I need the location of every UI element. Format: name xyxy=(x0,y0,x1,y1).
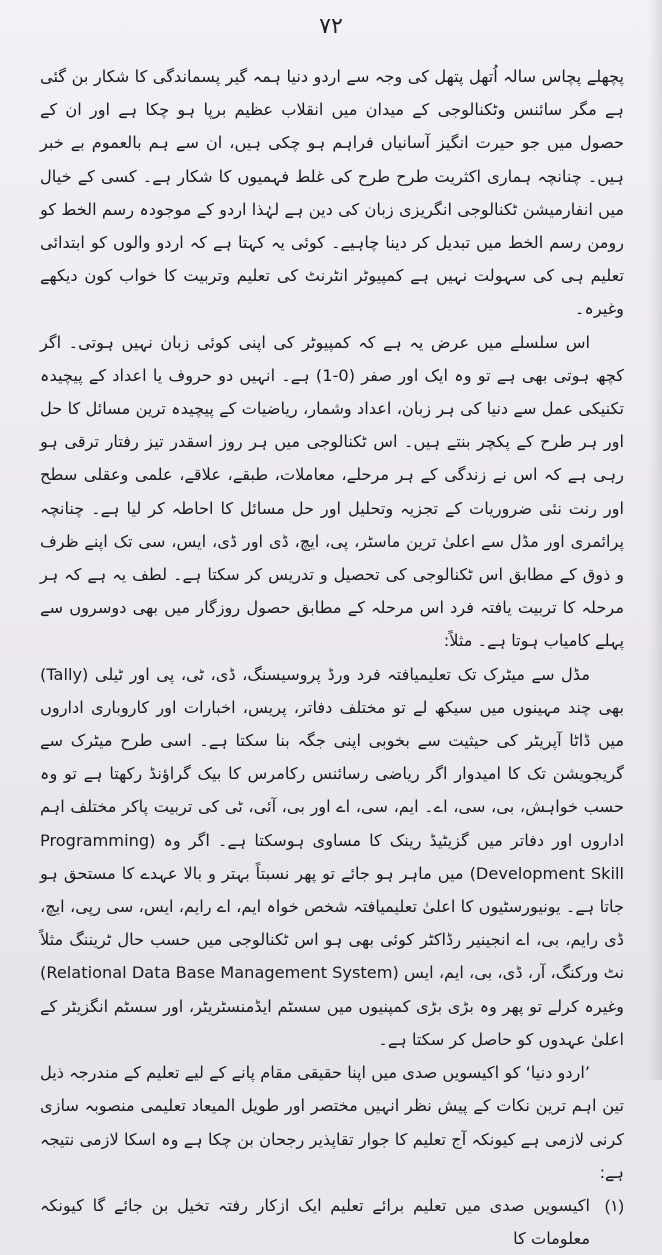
paragraph-2: اس سلسلے میں عرض یہ ہے کہ کمپیوٹر کی اپنی کوئی زبان نہیں ہوتی۔ اگر کچھ ہوتی بھی ہے تو وہ ایک اور صفر (0-1) ہے۔ انہیں دو حروف یا اعداد کے پیچیدہ تکنیکی عمل سے دنیا کی ہر زبان، اعداد وشمار، ریاضیات کے پیچیدہ ترین مسائل کا حل اور ہر طرح کے پکچر بنتے ہیں۔ اس ٹکنالوجی میں ہر روز اسقدر تیز رفتار ترقی ہو رہی ہے کہ اس نے زندگی کے ہر مرحلے، معاملات، طبقے، علاقے، علمی وعقلی سطح اور رنت نئی ضروریات کے تجزیہ وتحلیل اور حل مسائل کا احاطہ کر لیا ہے۔ چنانچہ پرائمری اور مڈل سے اعلیٰ ترین ماسٹر، پی، ایچ، ڈی اور ڈی، ایس، سی تک اپنے ظرف و ذوق کے مطابق اس ٹکنالوجی کی تحصیل و تدریس کر سکتا ہے۔ لطف یہ ہے کہ ہر مرحلہ کا تربیت یافتہ فرد اس مرحلہ کے مطابق حصول روزگار میں بھی دوسروں سے پہلے کامیاب ہوتا ہے۔ مثلاً: xyxy=(40,332,624,651)
list-item xyxy=(40,1189,624,1255)
page-body xyxy=(40,60,624,1255)
list-item-number: (۱) xyxy=(604,1197,624,1215)
paragraph-4: ’اردو دنیا‘ کو اکیسویں صدی میں اپنا حقیقی مقام پانے کے لیے تعلیم کے مندرجہ ذیل تین اہم ترین نکات کے پیش نظر انہیں مختصر اور طویل المیعاد تعلیمی منصوبہ سازی کرنی لازمی ہے کیونکہ آج تعلیم کا جوار تقاپذیر رجحان بن چکا ہے وہ اسکا لازمی نتیجہ ہے: xyxy=(40,1063,624,1182)
list-item-text: اکیسویں صدی میں تعلیم برائے تعلیم ایک ازکار رفتہ تخیل بن جائے گا کیونکہ معلومات کا xyxy=(40,1195,590,1249)
paragraph-1: پچھلے پچاس سالہ اُتھل پتھل کی وجہ سے اردو دنیا ہمہ گیر پسماندگی کا شکار بن گئی ہے مگر سائنس وٹکنالوجی کے میدان میں انقلاب عظیم برپا ہو چکا ہے اور ان کے حصول میں جو حیرت انگیز آسانیاں فراہم ہو چکی ہیں، ان سے ہم بالعموم بے خبر ہیں۔ چنانچہ ہماری اکثریت طرح طرح کی غلط فہمیوں کا شکار ہے۔ کسی کے خیال میں انفارمیشن ٹکنالوجی انگریزی زبان کی دین ہے لہٰذا اردو کے موجودہ رسم الخط کو رومن رسم الخط میں تبدیل کر دینا چاہیے۔ کوئی یہ کہتا ہے کہ اردو والوں کو ابتدائی تعلیم ہی کی سہولت نہیں ہے کمپیوٹر انٹرنٹ کی تعلیم وتربیت کا خواب کون دیکھے وغیرہ۔ xyxy=(40,67,624,319)
page-edge-shadow xyxy=(648,0,662,1080)
page-number: ۷۲ xyxy=(319,14,343,39)
paragraph-3: مڈل سے میٹرک تک تعلیمیافتہ فرد ورڈ پروسیسنگ، ڈی، ٹی، پی اور ٹیلی (Tally) بھی چند مہینوں میں سیکھ لے تو مختلف دفاتر، پریس، اخبارات اور کاروباری اداروں میں ڈاٹا آپریٹر کی حیثیت سے بخوبی اپنی جگہ بنا سکتا ہے۔ اسی طرح میٹرک سے گریجویشن تک کا امیدوار اگر ریاضی رسائنس رکامرس کا بیک گراؤنڈ رکھتا ہے تو وہ حسب خواہش، بی، سی، اے۔ ایم، سی، اے اور بی، آئی، ٹی کی تربیت پاکر مختلف اہم اداروں اور دفاتر میں گزیٹیڈ رینک کا مساوی ہوسکتا ہے۔ اگر وہ (Programming Development Skill) میں ماہر ہو جائے تو پھر نسبتاً بہتر و بالا عہدے کا مستحق ہو جاتا ہے۔ یونیورسٹیوں کا اعلیٰ تعلیمیافتہ شخص خواہ ایم، اے رایم، ایس، سی رپی، ایچ، ڈی رایم، بی، اے انجینیر رڈاکٹر کوئی بھی ہو اس ٹکنالوجی میں حسب حال ٹریننگ مثلاً نٹ ورکنگ، آر، ڈی، بی، ایم، ایس (Relational Data Base Management System) وغیرہ کرلے تو پھر وہ بڑی بڑی کمپنیوں میں سسٹم ایڈمنسٹریٹر، اور سسٹم انگزیٹر کے اعلیٰ عہدوں کو حاصل کر سکتا ہے۔ xyxy=(40,664,624,1049)
